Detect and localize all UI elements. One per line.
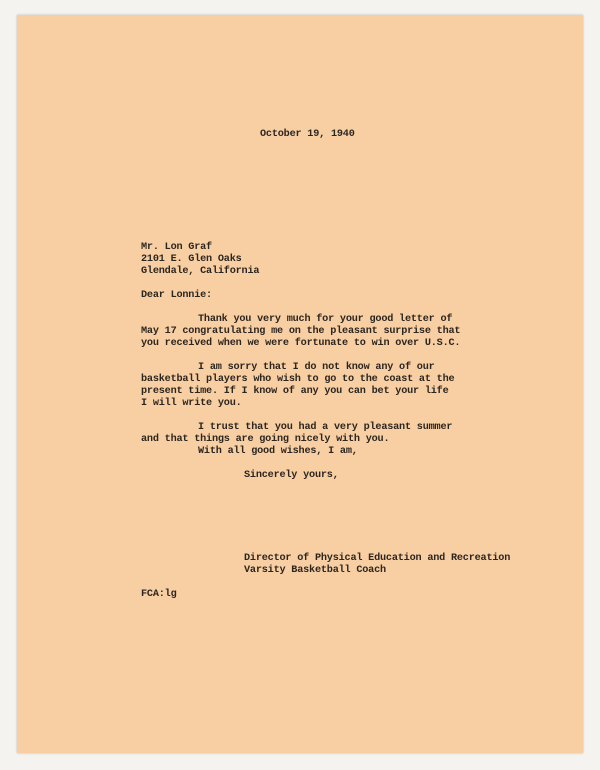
signature-title-1: Director of Physical Education and Recreation [244,553,511,564]
paragraph-1-line-2: May 17 congratulating me on the pleasant surprise that [141,326,461,337]
paragraph-3-line-2: and that things are going nicely with you. [141,434,390,445]
recipient-name: Mr. Lon Graf [141,242,212,253]
paragraph-2-line-3: present time. If I know of any you can bet your life [141,386,449,397]
paragraph-2-line-4: I will write you. [141,398,242,409]
recipient-street: 2101 E. Glen Oaks [141,254,242,265]
letter-page [17,15,583,753]
signoff: Sincerely yours, [244,470,339,481]
letter-date: October 19, 1940 [260,129,355,140]
closing-line: With all good wishes, I am, [198,446,358,457]
paragraph-2-line-2: basketball players who wish to go to the coast at the [141,374,455,385]
recipient-city: Glendale, California [141,266,260,277]
reference-initials: FCA:lg [141,589,177,600]
paragraph-2-line-1: I am sorry that I do not know any of our [198,362,435,373]
paragraph-1-line-3: you received when we were fortunate to win over U.S.C. [141,338,461,349]
signature-title-2: Varsity Basketball Coach [244,565,386,576]
salutation: Dear Lonnie: [141,290,212,301]
paragraph-3-line-1: I trust that you had a very pleasant summer [198,422,453,433]
paragraph-1-line-1: Thank you very much for your good letter of [198,314,453,325]
